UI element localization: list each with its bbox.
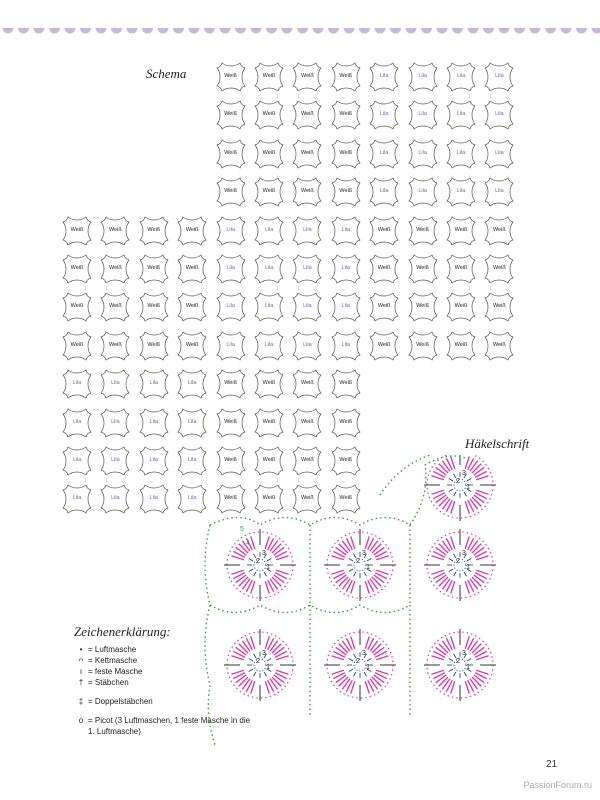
motif-color-label: Lila (111, 380, 120, 387)
joining-chain (380, 455, 430, 495)
motif-color-label: Weiß (70, 265, 84, 271)
motif-color-label: Weiß (301, 457, 314, 463)
motif-color-label: Lila (456, 111, 466, 118)
motif-color-label: Weiß (262, 457, 276, 463)
legend-text: = Luftmasche (88, 645, 137, 654)
motif-color-label: Lila (456, 73, 466, 79)
crochet-chart-title: Häkelschrift (465, 436, 530, 451)
schema-motif (327, 250, 365, 288)
motif-color-label: Weiß (377, 265, 391, 271)
motif-color-label: Lila (418, 111, 427, 118)
motif-color-label: Weiß (339, 149, 353, 156)
motif-color-label: Weiß (224, 380, 237, 387)
motif-color-label: Weiß (339, 111, 353, 118)
motif-color-label: Weiß (301, 188, 314, 195)
round-number: 1 (466, 664, 470, 671)
motif-color-label: Weiß (301, 73, 314, 79)
schema-motif (212, 327, 250, 365)
schema-motif (404, 135, 442, 173)
round-number: 2 (356, 658, 360, 665)
schema-motif (58, 327, 96, 365)
schema-motif (404, 212, 442, 250)
motif-color-label: Weiß (416, 303, 429, 310)
legend-item-picot (74, 715, 254, 737)
motif-color-label: Weiß (70, 226, 84, 233)
schema-motif (250, 58, 288, 96)
schema-motif (96, 327, 134, 365)
round-number: 2 (456, 658, 460, 665)
round-number: 1 (466, 484, 470, 491)
motif-color-label: Weiß (224, 188, 237, 195)
motif-color-label: Weiß (109, 226, 122, 233)
motif-color-label: Weiß (185, 226, 199, 233)
motif-color-label: Lila (341, 341, 351, 348)
schema-motif (480, 212, 518, 250)
join-round-number: 4 (246, 540, 250, 547)
schema-motif (442, 96, 480, 134)
schema-motif (58, 288, 96, 326)
schema-motif (365, 212, 403, 250)
schema-motif (173, 327, 211, 365)
motif-color-label: Lila (379, 73, 389, 79)
schema-motif (250, 365, 288, 403)
round-number: 3 (362, 650, 366, 657)
motif-color-label: Lila (187, 457, 197, 463)
motif-color-label: Lila (418, 188, 427, 195)
motif-color-label: Lila (264, 226, 274, 233)
schema-motif (250, 96, 288, 134)
schema-motif (480, 327, 518, 365)
motif-color-label: Weiß (454, 341, 468, 348)
schema-motif (442, 327, 480, 365)
motif-color-label: Weiß (339, 188, 353, 195)
schema-motif (173, 404, 211, 442)
round-number: 1 (266, 664, 270, 671)
motif-color-label: Lila (379, 188, 389, 195)
schema-motif (365, 288, 403, 326)
schema-motif (288, 173, 326, 211)
schema-motif (404, 288, 442, 326)
motif-color-label: Weiß (493, 265, 506, 271)
motif-color-label: Weiß (109, 341, 122, 348)
crochet-motif (424, 629, 496, 701)
motif-color-label: Lila (418, 149, 427, 156)
motif-color-label: Lila (495, 73, 504, 79)
schema-motif (58, 250, 96, 288)
schema-motif (404, 250, 442, 288)
symbol-legend (74, 624, 254, 737)
motif-color-label: Weiß (339, 495, 353, 502)
motif-color-label: Weiß (416, 341, 429, 348)
schema-motif (442, 135, 480, 173)
round-number: 3 (462, 470, 466, 477)
motif-color-label: Lila (111, 495, 120, 502)
schema-motif (135, 404, 173, 442)
watermark: PassionForum.ru (523, 780, 592, 790)
legend-text: = feste Masche (88, 667, 143, 676)
legend-text: = Doppelstäbchen (88, 697, 153, 706)
schema-motif (404, 173, 442, 211)
motif-color-label: Lila (187, 495, 197, 502)
round-number: 1 (366, 564, 370, 571)
motif-color-label: Lila (341, 303, 351, 310)
motif-color-label: Lila (495, 188, 504, 195)
schema-motif (212, 288, 250, 326)
motif-color-label: Weiß (262, 149, 276, 156)
schema-motif (365, 173, 403, 211)
schema-motif (96, 442, 134, 480)
schema-motif (96, 404, 134, 442)
schema-motif (442, 58, 480, 96)
motif-color-label: Weiß (224, 418, 237, 425)
motif-color-label: Lila (264, 341, 274, 348)
legend-item-single (74, 666, 254, 677)
round-number: 2 (256, 558, 260, 565)
schema-motif (250, 404, 288, 442)
motif-color-label: Lila (303, 341, 312, 348)
crochet-motif (224, 529, 296, 601)
motif-color-label: Weiß (493, 226, 506, 233)
motif-color-label: Weiß (262, 418, 276, 425)
legend-item-chain (74, 644, 254, 655)
schema-motif (288, 212, 326, 250)
schema-motif (480, 58, 518, 96)
motif-color-label: Weiß (147, 303, 161, 310)
motif-color-label: Weiß (224, 495, 237, 502)
single-crochet-icon: ı (79, 667, 83, 676)
legend-title: Zeichenerklärung: (74, 624, 171, 639)
schema-motif (250, 327, 288, 365)
schema-motif (404, 96, 442, 134)
motif-color-label: Lila (226, 226, 235, 233)
schema-motif (365, 250, 403, 288)
motif-color-label: Weiß (224, 111, 237, 118)
schema-motif (250, 173, 288, 211)
schema-motif (365, 327, 403, 365)
schema-motif (250, 212, 288, 250)
schema-motif (288, 288, 326, 326)
schema-motif (212, 135, 250, 173)
schema-motif (288, 96, 326, 134)
schema-motif (58, 212, 96, 250)
schema-motif (480, 96, 518, 134)
schema-motif (365, 58, 403, 96)
schema-motif (212, 173, 250, 211)
round-number: 3 (262, 650, 266, 657)
schema-motif (442, 173, 480, 211)
round-number: 3 (462, 550, 466, 557)
motif-color-label: Weiß (224, 457, 237, 463)
motif-color-label: Lila (418, 73, 427, 79)
schema-motif (250, 135, 288, 173)
schema-motif (250, 250, 288, 288)
schema-motif (212, 212, 250, 250)
schema-motif (327, 212, 365, 250)
motif-color-label: Lila (226, 303, 235, 310)
motif-color-label: Weiß (339, 457, 353, 463)
crochet-motif (324, 529, 396, 601)
page-number: 21 (546, 759, 558, 770)
schema-title: Schema (146, 66, 187, 81)
motif-color-label: Weiß (454, 303, 468, 310)
motif-color-label: Weiß (416, 265, 429, 271)
motif-color-label: Weiß (301, 495, 314, 502)
schema-motif (96, 288, 134, 326)
schema-motif (327, 365, 365, 403)
schema-motif (96, 212, 134, 250)
schema-motif (135, 288, 173, 326)
crochet-motif (324, 629, 396, 701)
schema-motif (212, 250, 250, 288)
motif-color-label: Lila (111, 418, 120, 425)
motif-color-label: Lila (495, 111, 504, 118)
motif-color-label: Weiß (109, 265, 122, 271)
round-number: 2 (356, 558, 360, 565)
motif-color-label: Weiß (301, 380, 314, 387)
motif-color-label: Lila (111, 457, 120, 463)
motif-color-label: Lila (303, 226, 312, 233)
schema-motif (288, 250, 326, 288)
motif-color-label: Weiß (416, 226, 429, 233)
motif-color-label: Lila (149, 495, 159, 502)
schema-motif (327, 288, 365, 326)
schema-motif (288, 135, 326, 173)
schema-motif (288, 327, 326, 365)
schema-motif (365, 96, 403, 134)
motif-color-label: Lila (341, 265, 351, 271)
schema-motif (480, 135, 518, 173)
schema-motif (58, 365, 96, 403)
motif-color-label: Weiß (109, 303, 122, 310)
schema-motif (96, 480, 134, 518)
schema-motif (58, 442, 96, 480)
schema-motif (480, 288, 518, 326)
round-number: 3 (262, 550, 266, 557)
legend-text: = Kettmasche (88, 656, 138, 665)
schema-motif (96, 365, 134, 403)
motif-color-label: Weiß (262, 111, 276, 118)
motif-color-label: Weiß (147, 226, 161, 233)
motif-color-label: Weiß (339, 380, 353, 387)
legend-item-double (74, 677, 254, 688)
motif-color-label: Weiß (262, 188, 276, 195)
motif-color-label: Lila (226, 265, 235, 271)
motif-color-label: Weiß (493, 341, 506, 348)
round-number: 1 (266, 564, 270, 571)
legend-item-treble (74, 696, 254, 707)
motif-color-label: Lila (226, 341, 235, 348)
motif-color-label: Lila (264, 265, 274, 271)
motif-color-label: Lila (149, 457, 159, 463)
motif-color-label: Lila (187, 418, 197, 425)
chain-stitch-icon: • (79, 645, 83, 654)
motif-color-label: Weiß (224, 149, 237, 156)
schema-motif (96, 250, 134, 288)
motif-color-label: Lila (456, 188, 466, 195)
motif-color-label: Weiß (185, 265, 199, 271)
motif-color-label: Weiß (301, 111, 314, 118)
motif-color-label: Lila (72, 457, 82, 463)
motif-color-label: Weiß (262, 380, 276, 387)
slip-stitch-icon: ᴖ (78, 656, 84, 665)
schema-motif (404, 58, 442, 96)
schema-motif (173, 365, 211, 403)
motif-color-label: Lila (72, 380, 82, 387)
motif-color-label: Weiß (185, 303, 199, 310)
round-number: 3 (362, 550, 366, 557)
schema-motif (404, 327, 442, 365)
double-crochet-icon: † (78, 678, 84, 687)
schema-motif (173, 288, 211, 326)
motif-color-label: Weiß (377, 303, 391, 310)
motif-color-label: Weiß (454, 265, 468, 271)
motif-color-label: Lila (341, 226, 351, 233)
motif-color-label: Weiß (262, 495, 276, 502)
motif-color-label: Lila (264, 303, 274, 310)
schema-motif (212, 58, 250, 96)
schema-motif (442, 250, 480, 288)
motif-color-label: Weiß (70, 341, 84, 348)
motif-color-label: Lila (495, 149, 504, 156)
motif-color-label: Lila (303, 303, 312, 310)
motif-color-label: Weiß (147, 265, 161, 271)
motif-color-label: Lila (72, 418, 82, 425)
joining-chain (210, 456, 470, 525)
schema-motif (212, 365, 250, 403)
schema-motif (327, 173, 365, 211)
motif-color-label: Weiß (377, 226, 391, 233)
schema-motif (288, 404, 326, 442)
picot-icon: o (78, 716, 84, 725)
motif-color-label: Lila (379, 111, 389, 118)
schema-motif (480, 250, 518, 288)
round-number: 2 (456, 478, 460, 485)
motif-color-label: Weiß (454, 226, 468, 233)
schema-motif (480, 173, 518, 211)
legend-text: = Stäbchen (88, 678, 129, 687)
motif-color-label: Lila (187, 380, 197, 387)
motif-color-label: Weiß (147, 341, 161, 348)
schema-motif (58, 480, 96, 518)
schema-motif (288, 365, 326, 403)
schema-motif (365, 135, 403, 173)
schema-motif (212, 96, 250, 134)
motif-color-label: Weiß (224, 73, 237, 79)
motif-color-label: Lila (456, 149, 466, 156)
schema-motif (135, 442, 173, 480)
schema-motif (327, 58, 365, 96)
motif-color-label: Weiß (70, 303, 84, 310)
motif-color-label: Weiß (301, 149, 314, 156)
round-number: 2 (256, 658, 260, 665)
round-number: 2 (456, 558, 460, 565)
treble-crochet-icon: ‡ (78, 697, 84, 706)
schema-motif (327, 135, 365, 173)
schema-motif (135, 250, 173, 288)
schema-motif (135, 212, 173, 250)
motif-color-label: Weiß (377, 341, 391, 348)
motif-color-label: Lila (379, 149, 389, 156)
motif-color-label: Lila (149, 380, 159, 387)
motif-color-label: Weiß (185, 341, 199, 348)
motif-color-label: Lila (149, 418, 159, 425)
schema-motif (135, 327, 173, 365)
schema-motif (327, 327, 365, 365)
schema-motif (212, 404, 250, 442)
schema-motif (442, 212, 480, 250)
schema-motif (135, 480, 173, 518)
schema-motif (288, 58, 326, 96)
motif-color-label: Weiß (301, 418, 314, 425)
schema-motif (58, 404, 96, 442)
schema-motif (173, 250, 211, 288)
round-number: 3 (462, 650, 466, 657)
legend-text: = Picot (3 Luftmaschen, 1 feste Masche in die 1. Luftmasche) (88, 716, 251, 736)
motif-color-label: Lila (72, 495, 82, 502)
schema-motif (135, 365, 173, 403)
schema-motif (327, 404, 365, 442)
schema-motif (173, 212, 211, 250)
schema-motif (442, 288, 480, 326)
motif-color-label: Weiß (339, 418, 353, 425)
schema-motif (250, 288, 288, 326)
crochet-motif (424, 455, 496, 521)
join-round-number: 5 (240, 526, 244, 533)
round-number: 1 (366, 664, 370, 671)
motif-color-label: Weiß (262, 73, 276, 79)
motif-color-label: Weiß (493, 303, 506, 310)
round-number: 1 (466, 564, 470, 571)
schema-motif (327, 96, 365, 134)
legend-item-slip (74, 655, 254, 666)
crochet-motif (424, 529, 496, 601)
motif-color-label: Lila (303, 265, 312, 271)
motif-color-label: Weiß (339, 73, 353, 79)
